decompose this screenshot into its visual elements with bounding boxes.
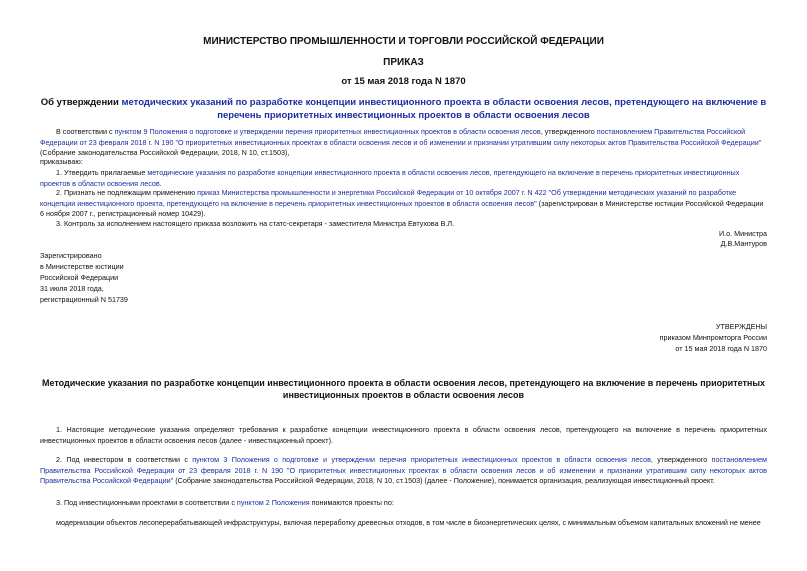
orders-word: приказываю: <box>40 157 83 166</box>
item-2-text: 2. Признать не подлежащим применению <box>56 188 198 197</box>
order-title-prefix: Об утверждении <box>40 97 122 108</box>
guidelines-paragraph-4: модернизации объектов лесоперерабатывающей инфраструктуры, включая переработку древесных отходов, в том числе в биоэнергетических целях, с минимальным объемом капитальных вложений не менее <box>56 518 761 527</box>
order-title <box>40 96 767 122</box>
p2-text-1: 2. Под инвестором в соответствии с <box>56 455 193 464</box>
link-clause-3[interactable]: пунктом 3 Положения о подготовке и утверждении перечня приоритетных инвестиционных проектов в области освоения лесов <box>192 455 651 464</box>
p2-text-2: , утвержденного <box>650 455 712 464</box>
registration-block <box>40 250 240 305</box>
registration-line-5: регистрационный N 51739 <box>40 295 128 304</box>
p3-text-1: 3. Под инвестиционными проектами в соответствии с <box>56 498 237 507</box>
order-heading: ПРИКАЗ <box>383 57 424 68</box>
link-resolution-190[interactable]: постановлением Правительства Российской Федерации от 23 февраля 2018 г. N 190 "О приоритетных инвестиционных проектах в области освоения лесов и об изменении и признании утратившим силу некоторых актов Правительства Российской Федерации" <box>40 127 762 147</box>
preamble-text-1: В соответствии с <box>56 127 115 136</box>
item-1-text: 1. Утвердить прилагаемые <box>56 168 148 177</box>
registration-line-3: Российской Федерации <box>40 273 119 282</box>
item-2-end: (зарегистрирован в Министерстве юстиции Российской Федерации 6 ноября 2007 г., регистрационный номер 10429). <box>40 198 764 218</box>
link-order-422[interactable]: приказ Министерства промышленности и энергетики Российской Федерации от 10 октября 2007 г. N 422 "Об утверждении методических указаний по разработке концепции инвестиционного проекта, претендующего на включение в перечень приоритетных инвестиционных проектов в области освоения лесов" <box>40 188 737 208</box>
link-resolution-190-b[interactable]: постановлением Правительства Российской Федерации от 23 февраля 2018 г. N 190 "О приоритетных инвестиционных проектах в области освоения лесов и об изменении и признании утратившим силу некоторых актов Правительства Российской Федерации" <box>40 455 767 485</box>
registration-line-2: в Министерстве юстиции <box>40 262 124 271</box>
preamble-text-3: (Собрание законодательства Российской Федерации, 2018, N 10, ст.1503), <box>40 148 290 157</box>
registration-line-4: 31 июля 2018 года, <box>40 284 104 293</box>
p3-text-2: понимаются проекты по: <box>309 498 394 507</box>
signature-name: Д.В.Мантуров <box>720 239 767 248</box>
guidelines-paragraph-3 <box>40 498 767 509</box>
approval-line-2: приказом Минпромторга России <box>659 333 767 342</box>
guidelines-paragraph-1: 1. Настоящие методические указания определяют требования к разработке концепции инвестиционного проекта в области освоения лесов, претендующего на включение в перечень приоритетных инвестиционных проектов в области освоения лесов (далее - инвестиционный проект). <box>40 425 767 445</box>
link-clause-2[interactable]: пунктом 2 Положения <box>236 498 310 507</box>
item-3: 3. Контроль за исполнением настоящего приказа возложить на статс-секретаря - заместителя Министра Евтухова В.Л. <box>56 219 455 228</box>
approval-block <box>500 321 767 354</box>
preamble-text-2: , утвержденного <box>540 127 597 136</box>
guidelines-paragraph-2 <box>40 455 767 487</box>
approval-line-3: от 15 мая 2018 года N 1870 <box>675 344 767 353</box>
ministry-heading: МИНИСТЕРСТВО ПРОМЫШЛЕННОСТИ И ТОРГОВЛИ РОССИЙСКОЙ ФЕДЕРАЦИИ <box>203 36 604 47</box>
p2-text-3: (Собрание законодательства Российской Федерации, 2018, N 10, ст.1503) (далее - Положение), понимается организация, реализующая инвестиционный проект. <box>173 476 715 485</box>
link-guidelines[interactable]: методические указания по разработке концепции инвестиционного проекта в области освоения лесов, претендующего на включение в перечень приоритетных инвестиционных проектов в области освоения лесов <box>40 168 740 188</box>
signature-role: И.о. Министра <box>718 229 767 238</box>
preamble-paragraph <box>40 127 767 159</box>
registration-line-1: Зарегистрировано <box>40 251 102 260</box>
item-1-end: . <box>159 178 162 188</box>
guidelines-title: Методические указания по разработке концепции инвестиционного проекта в области освоения лесов, претендующего на включение в перечень приоритетных инвестиционных проектов в области освоения лесов <box>41 378 766 400</box>
order-title-link[interactable]: методических указаний по разработке концепции инвестиционного проекта в области освоения лесов, претендующего на включение в перечень приоритетных инвестиционных проектов в области освоения лесов <box>121 97 767 121</box>
link-clause-9[interactable]: пунктом 9 Положения о подготовке и утверждении перечня приоритетных инвестиционных проектов в области освоения лесов <box>114 127 541 136</box>
order-date: от 15 мая 2018 года N 1870 <box>341 76 466 87</box>
item-2 <box>40 188 767 220</box>
item-1 <box>40 168 767 189</box>
approval-line-1: УТВЕРЖДЕНЫ <box>715 322 767 331</box>
